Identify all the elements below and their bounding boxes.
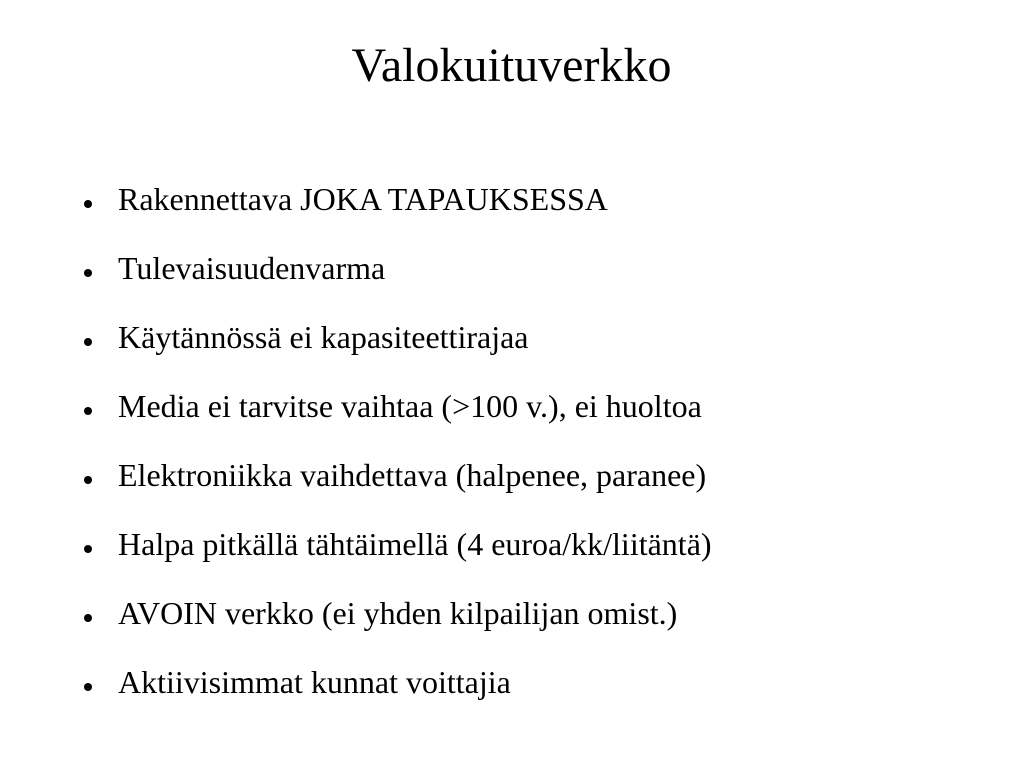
bullet-dot-icon: [84, 614, 92, 622]
bullet-text: Halpa pitkällä tähtäimellä (4 euroa/kk/liitäntä): [118, 525, 712, 562]
bullet-dot-icon: [84, 683, 92, 691]
bullet-dot-icon: [84, 545, 92, 553]
bullet-item: [84, 440, 712, 509]
bullet-list: [84, 164, 712, 716]
bullet-dot-icon: [84, 269, 92, 277]
bullet-item: [84, 647, 712, 716]
bullet-item: [84, 509, 712, 578]
bullet-text: AVOIN verkko (ei yhden kilpailijan omist.): [118, 594, 678, 631]
slide-title: Valokuituverkko: [351, 39, 672, 92]
bullet-item: [84, 233, 712, 302]
bullet-text: Tulevaisuudenvarma: [118, 249, 386, 286]
bullet-text: Media ei tarvitse vaihtaa (>100 v.), ei huoltoa: [118, 387, 702, 424]
bullet-item: [84, 302, 712, 371]
bullet-text: Rakennettava JOKA TAPAUKSESSA: [118, 180, 608, 217]
bullet-item: [84, 164, 712, 233]
bullet-dot-icon: [84, 200, 92, 208]
bullet-text: Elektroniikka vaihdettava (halpenee, paranee): [118, 456, 707, 493]
bullet-text: Käytännössä ei kapasiteettirajaa: [118, 318, 529, 355]
bullet-dot-icon: [84, 407, 92, 415]
bullet-item: [84, 578, 712, 647]
bullet-dot-icon: [84, 338, 92, 346]
bullet-text: Aktiivisimmat kunnat voittajia: [118, 663, 511, 700]
bullet-item: [84, 371, 712, 440]
bullet-dot-icon: [84, 476, 92, 484]
